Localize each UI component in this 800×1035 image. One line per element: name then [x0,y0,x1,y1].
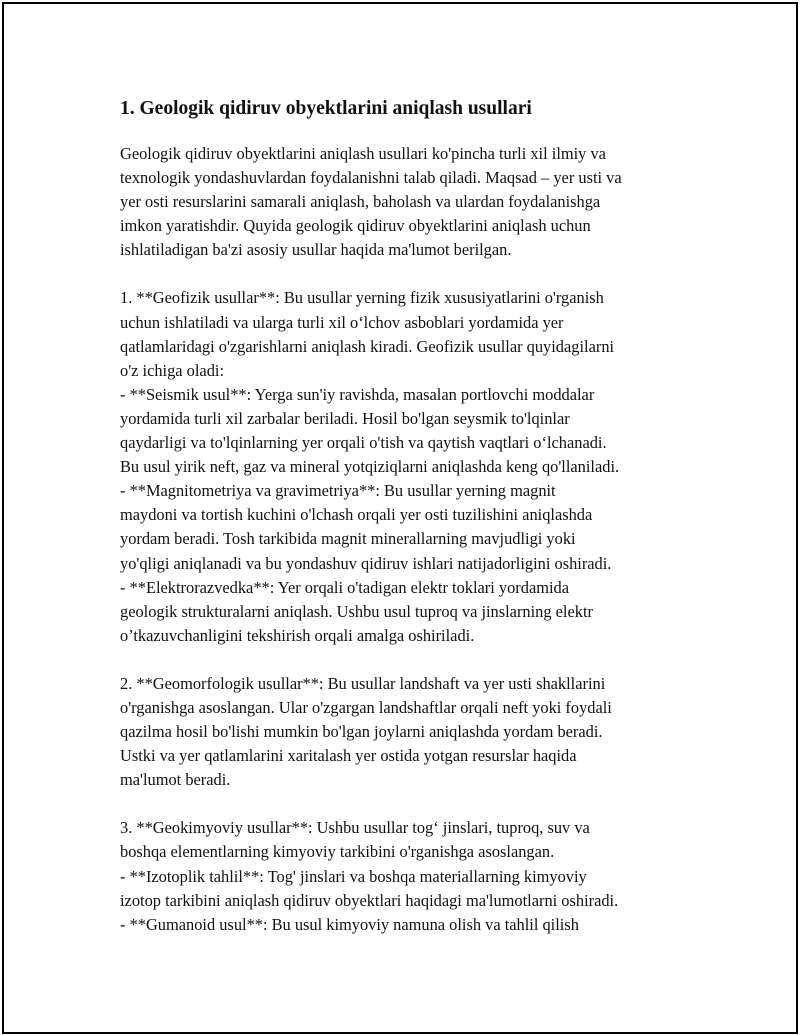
document-page [2,2,798,1034]
geomorphological-methods-paragraph: 2. **Geomorfologik usullar**: Bu usullar landshaft va yer usti shakllarini o'rganishga asoslangan. Ular o'zgargan landshaftlar orqali neft yoki foydali qazilma hosil bo'lishi mumkin bo'lgan joylarni aniqlashda yordam beradi. Ustki va yer qatlamlarini xaritalash yer ostida yotgan resurslar haqida ma'lumot beradi. [120,673,612,790]
intro-paragraph: Geologik qidiruv obyektlarini aniqlash usullari ko'pincha turli xil ilmiy va texnologik yondashuvlardan foydalanishni talab qiladi. Maqsad – yer usti va yer osti resurslarini samarali aniqlash, baholash va ulardan foydalanishga imkon yaratishdir. Quyida geologik qidiruv obyektlarini aniqlash uchun ishlatiladigan ba'zi asosiy usullar haqida ma'lumot berilgan. [120,144,622,260]
paragraph-spacer [120,648,710,672]
geochemical-methods-paragraph: 3. **Geokimyoviy usullar**: Ushbu usullar tog‘ jinslari, tuproq, suv va boshqa elementlarning kimyoviy tarkibini o'rganishga asoslangan. - **Izotoplik tahlil**: Tog' jinslari va boshqa materiallarning kimyoviy izotop tarkibini aniqlash qidiruv obyektlari haqidagi ma'lumotlarni oshiradi. - **Gumanoid usul**: Bu usul kimyoviy namuna olish va tahlil qilish [120,818,619,934]
paragraph-spacer [120,262,710,286]
section-heading: 1. Geologik qidiruv obyektlarini aniqlash usullari [120,98,532,119]
geophysical-methods-paragraph: 1. **Geofizik usullar**: Bu usullar yerning fizik xususiyatlarini o'rganish uchun ishlatiladi va ularga turli xil o‘lchov asboblari yordamida yer qatlamlaridagi o'zgarishlarni aniqlash kiradi. Geofizik usullar quyidagilarni o'z ichiga oladi: - **Seismik usul**: Yerga sun'iy ravishda, masalan portlovchi moddalar yordamida turli xil zarbalar beriladi. Hosil bo'lgan seysmik to'lqinlar qaydarligi va to'lqinlarning yer orqali o'tish va qaytish vaqtlari o‘lchanadi. Bu usul yirik neft, gaz va mineral yotqiziqlarni aniqlashda keng qo'llaniladi. - **Magnitometriya va gravimetriya**: Bu usullar yerning magnit maydoni va tortish kuchini o'lchash orqali yer osti tuzilishini aniqlashda yordam beradi. Tosh tarkibida magnit minerallarning mavjudligi yoki yo'qligi aniqlanadi va bu yondashuv qidiruv ishlari natijadorligini oshiradi. - **Elektrorazvedka**: Yer orqali o'tadigan elektr toklari yordamida geologik strukturalarni aniqlash. Ushbu usul tuproq va jinslarning elektr o’tkazuvchanligini tekshirish orqali amalga oshiriladi. [120,288,620,645]
paragraph-spacer [120,792,710,816]
document-body [120,96,710,937]
